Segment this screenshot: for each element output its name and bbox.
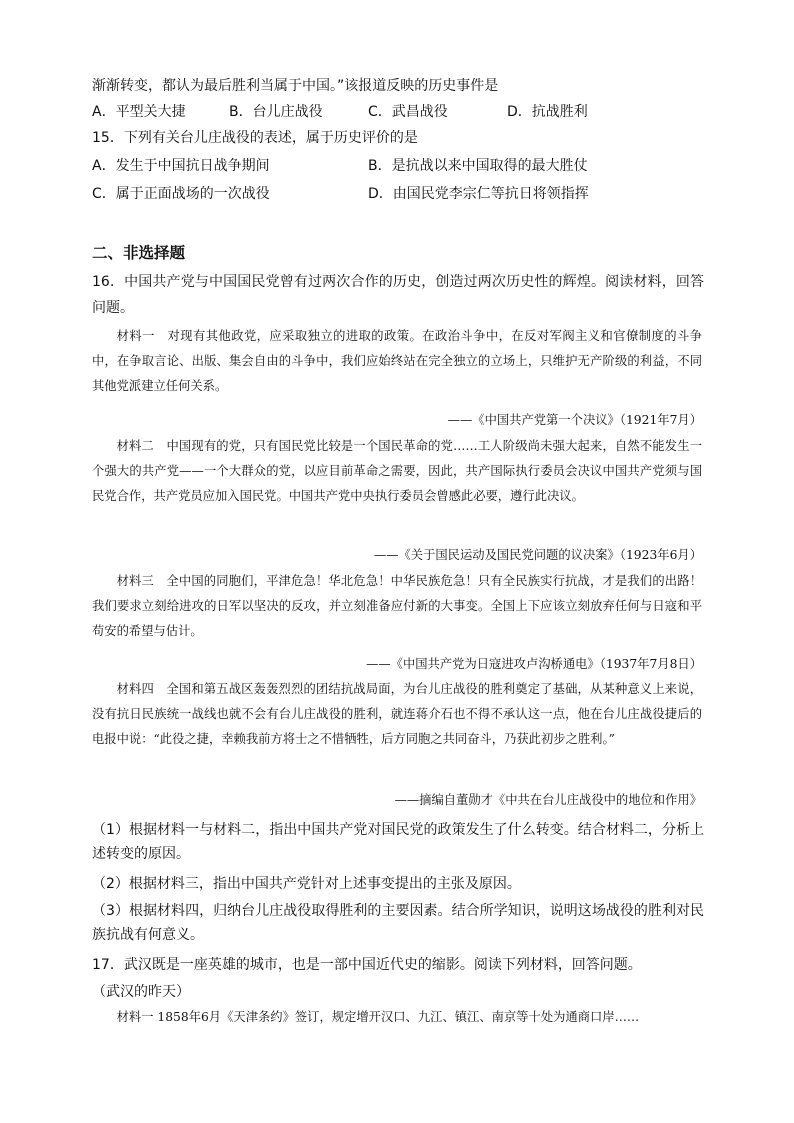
sub-question-3: （3）根据材料四，归纳台儿庄战役取得胜利的主要因素。结合所学知识，说明这场战役的胜利对民族抗战有何意义。	[92, 903, 704, 943]
q14-option-b: B．台儿庄战役	[229, 104, 323, 120]
q15-option-a: A．发生于中国抗日战争期间	[92, 158, 270, 174]
question-16-stem: 16．中国共产党与中国国民党曾有过两次合作的历史，创造过两次历史性的辉煌。阅读材料，回答问题。	[92, 274, 704, 316]
material-1: 材料一 对现有其他政党，应采取独立的进取的政策。在政治斗争中，在反对军阀主义和官僚制度的斗争中，在争取言论、出版、集会自由的斗争中，我们应始终站在完全独立的立场上，只维护无产阶级的利益，不同其他党派建立任何关系。	[92, 329, 702, 393]
question-14-tail: 渐渐转变，都认为最后胜利当属于中国。”该报道反映的历史事件是	[92, 78, 499, 94]
q15-option-c: C．属于正面战场的一次战役	[92, 186, 270, 202]
q17-material-1: 材料一 1858年6月《天津条约》签订，规定增开汉口、九江、镇江、南京等十处为通商口岸……	[116, 1010, 640, 1024]
q14-option-d: D．抗战胜利	[507, 104, 588, 120]
q14-option-a: A．平型关大捷	[92, 104, 186, 120]
material-2: 材料二 中国现有的党，只有国民党比较是一个国民革命的党……工人阶级尚未强大起来，自然不能发生一个强大的共产党——一个大群众的党，以应目前革命之需要，因此，共产国际执行委员会决议中国共产党须与国民党合作，共产党员应加入国民党。中国共产党中央执行委员会曾感此必要，遵行此决议。	[92, 439, 702, 503]
section-heading: 二、非选择题	[92, 244, 186, 262]
wuhan-yesterday-heading: （武汉的昨天）	[92, 984, 190, 1000]
question-17-stem: 17．武汉既是一座英雄的城市，也是一部中国近代史的缩影。阅读下列材料，回答问题。	[92, 957, 642, 973]
material-1-source: ——《中国共产党第一个决议》（1921年7月）	[447, 413, 702, 427]
q15-option-b: B．是抗战以来中国取得的最大胜仗	[368, 158, 588, 174]
sub-question-2: （2）根据材料三，指出中国共产党针对上述事变提出的主张及原因。	[92, 876, 521, 892]
material-3-source: ——《中国共产党为日寇进攻卢沟桥通电》（1937年7月8日）	[366, 657, 702, 671]
material-4: 材料四 全国和第五战区轰轰烈烈的团结抗战局面，为台儿庄战役的胜利奠定了基础，从某种意义上来说，没有抗日民族统一战线也就不会有台儿庄战役的胜利，就连蒋介石也不得不承认这一点，他在台儿庄战役捷后的电报中说：“此役之捷，幸赖我前方将士之不惜牺牲，后方同胞之共同奋斗，乃获此初步之胜利。”	[92, 682, 702, 746]
q15-option-d: D．由国民党李宗仁等抗日将领指挥	[368, 186, 589, 202]
q14-option-c: C．武昌战役	[368, 104, 448, 120]
material-4-source: ——摘编自董勋才《中共在台儿庄战役中的地位和作用》	[394, 793, 702, 807]
material-3: 材料三 全中国的同胞们，平津危急！华北危急！中华民族危急！只有全民族实行抗战，才是我们的出路！我们要求立刻给进攻的日军以坚决的反攻，并立刻准备应付新的大事变。全国上下应该立刻放弃任何与日寇和平苟安的希望与估计。	[92, 574, 702, 638]
question-15-stem: 15．下列有关台儿庄战役的表述，属于历史评价的是	[92, 130, 418, 146]
material-2-source: ——《关于国民运动及国民党问题的议决案》（1923年6月）	[373, 548, 702, 562]
sub-question-1: （1）根据材料一与材料二，指出中国共产党对国民党的政策发生了什么转变。结合材料二，分析上述转变的原因。	[92, 822, 704, 862]
